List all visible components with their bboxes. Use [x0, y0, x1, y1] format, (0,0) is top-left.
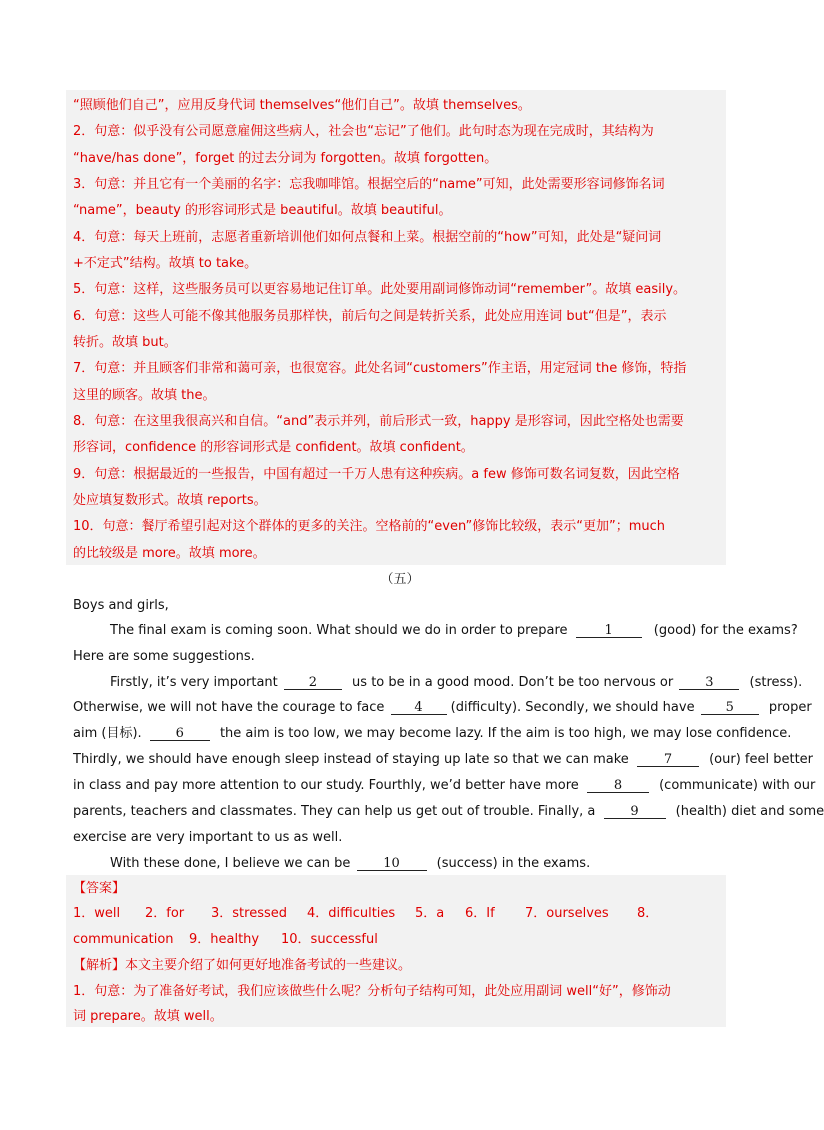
- blank-8[interactable]: 8: [587, 779, 649, 793]
- passage-text: (health) diet and some: [675, 804, 824, 819]
- analysis-line: 词 prepare。故填 well。: [73, 1009, 223, 1024]
- explanation-line: “have/has done”，forget 的过去分词为 forgotten。故填 forgotten。: [73, 151, 498, 166]
- explanation-line: 6．句意：这些人可能不像其他服务员那样快，前后句之间是转折关系，此处应用连词 but“但是”，表示: [73, 309, 667, 324]
- passage-text: (difficulty). Secondly, we should have: [450, 700, 695, 715]
- answer-item: 3．stressed: [211, 906, 287, 921]
- section-title: （五）: [380, 572, 420, 587]
- passage-text: us to be in a good mood. Don’t be too nervous or: [352, 675, 674, 690]
- passage-line: [110, 674, 803, 692]
- answer-item: 10．successful: [281, 932, 378, 947]
- answer-item: 9．healthy: [189, 932, 260, 947]
- passage-text: (our) feel better: [709, 752, 814, 767]
- explanation-line: 9．句意：根据最近的一些报告，中国有超过一千万人患有这种疾病。a few 修饰可数名词复数，因此空格: [73, 467, 680, 482]
- passage-text: (communicate) with our: [659, 778, 816, 793]
- answer-header: 【答案】: [73, 881, 126, 896]
- passage-line: [110, 855, 770, 873]
- answer-item: 8．: [637, 906, 659, 921]
- blank-2[interactable]: 2: [284, 676, 342, 690]
- passage-line: [73, 777, 816, 795]
- passage-line: [73, 751, 814, 769]
- answer-line: [73, 931, 733, 949]
- passage-text: parents, teachers and classmates. They can help us get out of trouble. Finally, a: [73, 804, 596, 819]
- answer-item: 2．for: [145, 906, 185, 921]
- explanation-line: “name”，beauty 的形容词形式是 beautiful。故填 beautiful。: [73, 203, 452, 218]
- passage-line: [73, 803, 824, 821]
- explanation-line: +不定式”结构。故填 to take。: [73, 256, 258, 271]
- passage-text: (success) in the exams.: [436, 856, 591, 871]
- blank-7[interactable]: 7: [637, 753, 699, 767]
- passage-line: [73, 699, 812, 717]
- explanation-line: 的比较级是 more。故填 more。: [73, 546, 266, 561]
- passage-text: With these done, I believe we can be: [110, 856, 351, 871]
- explanation-line: “照顾他们自己”，应用反身代词 themselves“他们自己”。故填 themselves。: [73, 98, 531, 113]
- explanation-line: 这里的顾客。故填 the。: [73, 388, 216, 403]
- passage-text: Otherwise, we will not have the courage to face: [73, 700, 385, 715]
- passage-text: Firstly, it’s very important: [110, 675, 278, 690]
- passage-line: [110, 622, 798, 640]
- explanation-line: 10．句意：餐厅希望引起对这个群体的更多的关注。空格前的“even”修饰比较级，表示“更加”；much: [73, 519, 665, 534]
- passage-greeting: Boys and girls,: [73, 598, 169, 613]
- blank-1[interactable]: 1: [576, 624, 642, 638]
- analysis-summary: 本文主要介绍了如何更好地准备考试的一些建议。: [125, 958, 412, 973]
- passage-text: The final exam is coming soon. What should we do in order to prepare: [110, 623, 568, 638]
- explanation-line: 形容词，confidence 的形容词形式是 confident。故填 confident。: [73, 440, 474, 455]
- passage-text: (stress).: [749, 675, 803, 690]
- analysis-line: [73, 957, 733, 975]
- explanation-line: 转折。故填 but。: [73, 335, 177, 350]
- answer-item: communication: [73, 932, 174, 947]
- answer-item: 6．If: [465, 906, 495, 921]
- blank-9[interactable]: 9: [604, 805, 666, 819]
- answer-line: [73, 905, 733, 923]
- passage-text: the aim is too low, we may become lazy. If the aim is too high, we may lose confidence.: [219, 726, 792, 741]
- passage-text: in class and pay more attention to our study. Fourthly, we’d better have more: [73, 778, 579, 793]
- passage-text: proper: [768, 700, 812, 715]
- blank-5[interactable]: 5: [701, 701, 759, 715]
- answer-item: 5．a: [415, 906, 445, 921]
- passage-line: [73, 725, 792, 743]
- answer-item: 4．difficulties: [307, 906, 396, 921]
- explanation-line: 8．句意：在这里我很高兴和自信。“and”表示并列，前后形式一致，happy 是形容词，因此空格处也需要: [73, 414, 684, 429]
- passage-text: exercise are very important to us as well.: [73, 830, 343, 845]
- passage-text: (good) for the exams?: [653, 623, 798, 638]
- explanation-line: 5．句意：这样，这些服务员可以更容易地记住订单。此处要用副词修饰动词“remember”。故填 easily。: [73, 282, 687, 297]
- answer-item: 1．well: [73, 906, 121, 921]
- passage-text: aim (目标).: [73, 726, 142, 741]
- explanation-line: 处应填复数形式。故填 reports。: [73, 493, 267, 508]
- blank-4[interactable]: 4: [391, 701, 447, 715]
- explanation-line: 3．句意：并且它有一个美丽的名字：忘我咖啡馆。根据空后的“name”可知，此处需要形容词修饰名词: [73, 177, 665, 192]
- explanation-line: 2．句意：似乎没有公司愿意雇佣这些病人，社会也“忘记”了他们。此句时态为现在完成时，其结构为: [73, 124, 654, 139]
- blank-3[interactable]: 3: [679, 676, 739, 690]
- passage-text: Thirdly, we should have enough sleep instead of staying up late so that we can make: [73, 752, 629, 767]
- explanation-line: 7．句意：并且顾客们非常和蔼可亲，也很宽容。此处名词“customers”作主语，用定冠词 the 修饰，特指: [73, 361, 687, 376]
- passage-text: Here are some suggestions.: [73, 649, 255, 664]
- analysis-line: 1．句意：为了准备好考试，我们应该做些什么呢？分析句子结构可知，此处应用副词 well“好”，修饰动: [73, 984, 671, 999]
- explanation-line: 4．句意：每天上班前，志愿者重新培训他们如何点餐和上菜。根据空前的“how”可知，此处是“疑问词: [73, 230, 662, 245]
- blank-6[interactable]: 6: [150, 727, 210, 741]
- answer-item: 7．ourselves: [525, 906, 609, 921]
- blank-10[interactable]: 10: [357, 857, 427, 871]
- analysis-header: 【解析】: [73, 958, 126, 973]
